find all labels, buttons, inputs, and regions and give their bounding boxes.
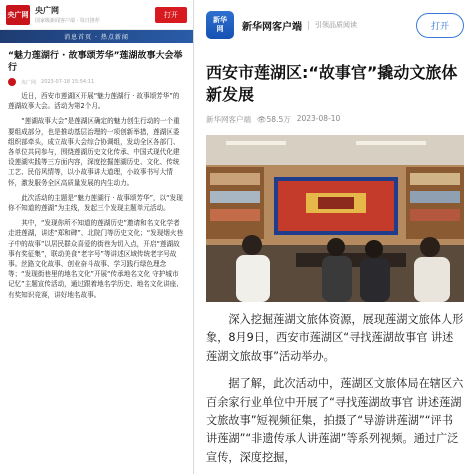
event-photo xyxy=(206,135,464,302)
right-paragraph: 深入挖掘莲湖文旅体资源，展现莲湖文旅体人形象，8月9日，西安市莲湖区“寻找莲湖故事官 讲述莲湖文旅故事”活动举办。 xyxy=(206,313,464,363)
xinhua-logo-line1: 新华 xyxy=(213,16,227,24)
left-app-header xyxy=(0,0,193,30)
left-paragraph: “莲湖故事大会”是莲湖区确定的魅力创生行动的一个重要组成部分，也是推动基层治理的一项创新举措，莲湖区委组织部牵头，成立故事大会综合协调组，发动全区各部门、各单位共同参与，围绕莲湖历史文化传承、中国式现代化建设莲湖实践等三方面内容，深度挖掘莲湖历史、文化、传统工艺、民俗风情等，以小故事讲大道理，小故事书写大情怀，激发服务全区高质量发展的内生动力。 xyxy=(8,117,180,187)
right-article-body xyxy=(196,302,474,467)
left-app-info xyxy=(35,5,155,24)
event-photo-image xyxy=(206,135,464,302)
right-article-meta xyxy=(196,106,474,125)
right-source: 新华网客户端 xyxy=(206,115,251,124)
left-author: 央广网 xyxy=(21,79,37,86)
left-app-name: 央广网 xyxy=(35,6,59,15)
left-article-meta xyxy=(0,74,193,86)
xinhua-logo xyxy=(206,11,234,39)
left-banner: 消息首页 · 热点新闻 xyxy=(0,30,193,43)
left-article-panel xyxy=(0,0,194,474)
right-app-info xyxy=(242,18,416,33)
right-views: 👁58.5万 xyxy=(257,115,291,124)
left-paragraph: 此次活动的主题是“魅力莲湖行 · 故事颂芳华”，以“发现你不知道的莲湖”为主线，发起三个发现主题单元活动。 xyxy=(8,193,183,213)
right-views-count: 58.5万 xyxy=(266,115,291,124)
divider xyxy=(308,21,309,30)
author-avatar xyxy=(8,78,16,86)
left-date: 2023-07-18 15:54:11 xyxy=(41,79,95,85)
right-app-name: 新华网客户端 xyxy=(242,21,302,33)
right-app-header xyxy=(196,0,474,50)
left-app-subtitle: 国家级新闻客户端 · 每日推荐 xyxy=(35,18,100,24)
right-date: 2023-08-10 xyxy=(296,114,341,123)
right-paragraph: 据了解，此次活动中，莲湖区文旅体局在辖区六百余家行业单位中开展了“寻找莲湖故事官 讲述莲湖文旅故事”短视频征集，拍摄了“导游讲莲湖”“评书讲莲湖”“非遗传承人讲莲湖”等系列视频。通过广泛宣传，深度挖掘， xyxy=(206,377,464,464)
cnr-logo: 央广网 xyxy=(6,5,30,25)
left-open-app-button[interactable]: 打开 xyxy=(155,7,187,23)
right-open-app-button[interactable]: 打开 xyxy=(416,13,464,38)
left-paragraph: 其中，“发现你所不知道的莲湖历史”邀请和名文化学者走进莲湖，讲述“郑和碑”、北院门等历史文化；“发现烟火巷子中的故事”以居民群众喜爱的街巷为切入点，开启“莲湖故事有奖征集”，联动美食“老字号”等讲述区域传统老字号故事。丝路文化故事、创业奋斗故事、学习践行绿色理念等；“发现街巷里的地名文化”开展“传承地名文化 守护城市记忆”主题宣传活动，通过跟着地名学历史、地名文化讲座、有奖知识竞赛，讲好地名故事。 xyxy=(8,219,184,299)
left-article-body xyxy=(0,86,193,300)
left-article-title: “魅力莲湖行 · 故事颂芳华”莲湖故事大会举行 xyxy=(8,51,183,73)
left-paragraph: 近日，西安市莲湖区开展“魅力莲湖行 · 故事颂芳华”的莲湖故事大会。活动为第2个月。 xyxy=(8,92,180,111)
xinhua-logo-line2: 网 xyxy=(216,25,224,33)
right-article-title: 西安市莲湖区:“故事官”撬动文旅体新发展 xyxy=(206,63,458,104)
right-article-panel xyxy=(196,0,474,474)
right-app-slogan: 引领品质阅读 xyxy=(315,21,357,29)
